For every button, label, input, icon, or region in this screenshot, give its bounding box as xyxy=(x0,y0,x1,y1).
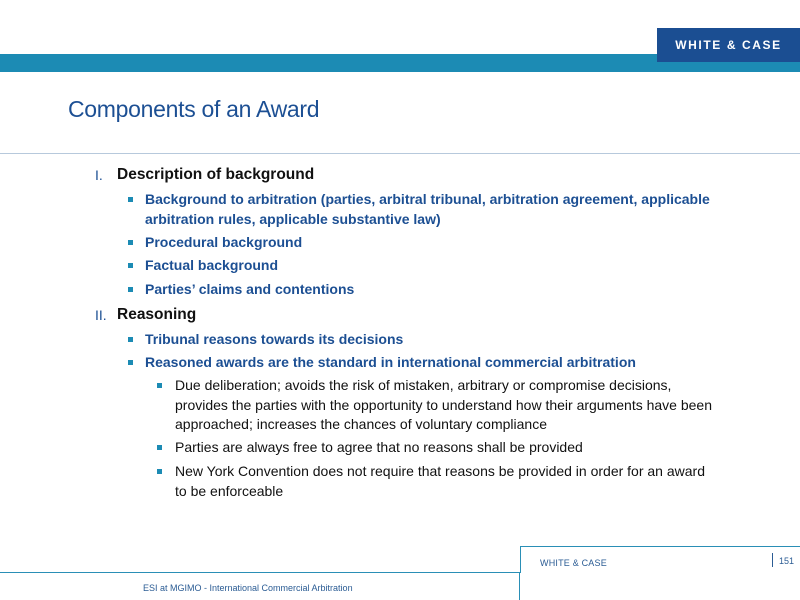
sub-item-line: to be enforceable xyxy=(175,483,284,499)
sub-item-line: approached; increases the chances of voluntary compliance xyxy=(175,416,547,432)
square-bullet-icon xyxy=(128,197,133,202)
footer-separator xyxy=(772,553,773,567)
list-item-line: Tribunal reasons towards its decisions xyxy=(145,331,404,347)
sub-item-line: Parties are always free to agree that no reasons shall be provided xyxy=(175,439,583,455)
square-bullet-icon xyxy=(157,445,162,450)
list-item-line: Reasoned awards are the standard in international commercial arbitration xyxy=(145,354,636,370)
square-bullet-icon xyxy=(128,240,133,245)
list-item-line: Procedural background xyxy=(145,234,303,250)
page-number: 151 xyxy=(779,556,795,566)
list-item-line: Parties’ claims and contentions xyxy=(145,281,355,297)
section-2-numeral: II. xyxy=(95,307,107,323)
square-bullet-icon xyxy=(157,383,162,388)
section-2-heading: Reasoning xyxy=(117,306,197,323)
brand-logo: WHITE & CASE xyxy=(657,28,800,62)
footer-brand: WHITE & CASE xyxy=(540,558,607,568)
square-bullet-icon xyxy=(128,263,133,268)
list-item-line: Background to arbitration (parties, arbitral tribunal, arbitration agreement, applicable xyxy=(145,191,710,207)
square-bullet-icon xyxy=(128,360,133,365)
sub-item-line: Due deliberation; avoids the risk of mistaken, arbitrary or compromise decisions, xyxy=(175,377,672,393)
list-item-line: arbitration rules, applicable substantive law) xyxy=(145,211,441,227)
section-1-numeral: I. xyxy=(95,167,103,183)
sub-item-line: New York Convention does not require that reasons be provided in order for an award xyxy=(175,463,705,479)
square-bullet-icon xyxy=(128,337,133,342)
square-bullet-icon xyxy=(157,469,162,474)
list-item-line: Factual background xyxy=(145,257,279,273)
section-1-heading: Description of background xyxy=(117,166,315,183)
square-bullet-icon xyxy=(128,287,133,292)
sub-item-line: provides the parties with the opportunity to understand how their arguments have been xyxy=(175,397,712,413)
footer-course-label: ESI at MGIMO - International Commercial Arbitration xyxy=(143,583,353,593)
slide-title: Components of an Award xyxy=(68,96,320,122)
